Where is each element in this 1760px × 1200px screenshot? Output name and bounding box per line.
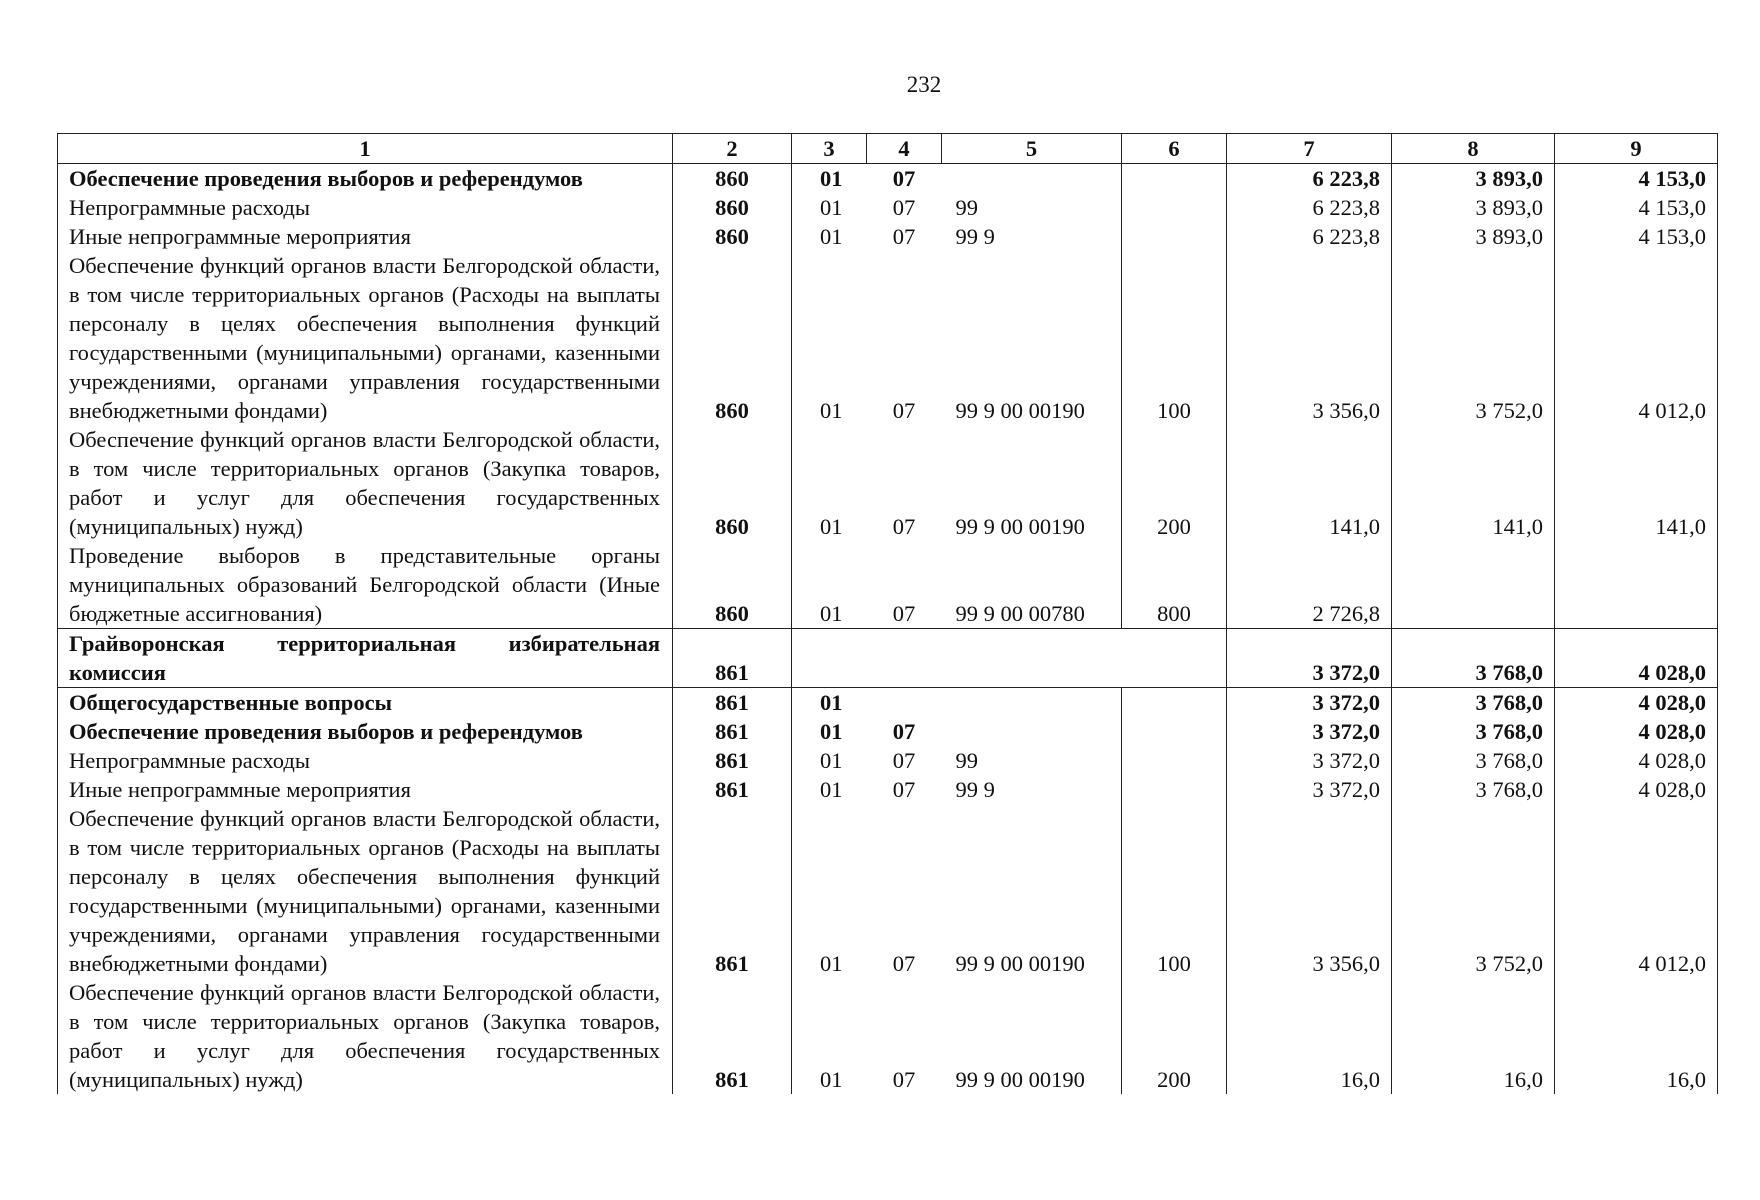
- target-article-cell: 99 9 00 00190: [955, 398, 1085, 423]
- amount-col8-cell: 141,0: [1392, 425, 1555, 541]
- table-row: [58, 164, 1718, 194]
- column-header: 4: [867, 134, 942, 164]
- subsection-code-cell: 07: [892, 951, 916, 976]
- subsection-code-cell: [867, 629, 942, 688]
- target-article-cell: [942, 164, 1122, 194]
- amount-col7-cell: 3 372,0: [1227, 746, 1392, 775]
- amount-col9-cell: 4 028,0: [1555, 775, 1718, 804]
- section-code-cell: 01: [792, 541, 867, 629]
- amount-col7-cell: 6 223,8: [1227, 222, 1392, 251]
- section-code-cell: 01: [792, 746, 867, 775]
- row-name-cell: Иные непрограммные мероприятия: [58, 775, 673, 804]
- amount-col9-cell: 4 153,0: [1555, 193, 1718, 222]
- row-name-cell: Проведение выборов в представительные органы муниципальных образований Белгородской области (Иные бюджетные ассигнования): [58, 541, 673, 629]
- subsection-code-cell: 07: [892, 166, 916, 191]
- table-row: [58, 629, 1718, 688]
- target-article-cell: [942, 688, 1122, 718]
- column-header: 5: [942, 134, 1122, 164]
- target-article-cell: 99: [955, 748, 978, 773]
- row-name-cell: Непрограммные расходы: [58, 193, 673, 222]
- section-code-cell: 01: [792, 978, 867, 1094]
- row-name-cell: Непрограммные расходы: [58, 746, 673, 775]
- expense-type-cell: [1122, 746, 1227, 775]
- section-code-cell: 01: [792, 425, 867, 541]
- amount-col8-cell: 3 752,0: [1392, 804, 1555, 978]
- amount-col9-cell: 141,0: [1555, 425, 1718, 541]
- expense-type-cell: [1122, 193, 1227, 222]
- row-name-cell: Обеспечение проведения выборов и референдумов: [58, 164, 673, 194]
- subsection-code-cell: 07: [892, 601, 916, 626]
- expense-type-cell: [1122, 222, 1227, 251]
- expense-type-cell: [1122, 164, 1227, 194]
- column-header: 9: [1555, 134, 1718, 164]
- grbs-code-cell: 860: [673, 193, 792, 222]
- amount-col9-cell: 16,0: [1555, 978, 1718, 1094]
- expense-type-cell: [1122, 775, 1227, 804]
- amount-col7-cell: 3 372,0: [1227, 688, 1392, 718]
- amount-col7-cell: 3 372,0: [1227, 629, 1392, 688]
- row-name-cell: Обеспечение функций органов власти Белгородской области, в том числе территориальных органов (Закупка товаров, работ и услуг для обеспечения государственных (муниципальных) нужд): [58, 978, 673, 1094]
- expense-type-cell: 100: [1122, 251, 1227, 425]
- page-number: 232: [906, 72, 942, 97]
- target-article-cell: 99 9: [955, 224, 995, 249]
- table-row: [58, 775, 1718, 804]
- amount-col8-cell: 3 768,0: [1392, 688, 1555, 718]
- target-article-cell: 99 9 00 00190: [955, 1067, 1085, 1092]
- row-name-cell: Обеспечение функций органов власти Белгородской области, в том числе территориальных органов (Закупка товаров, работ и услуг для обеспечения государственных (муниципальных) нужд): [58, 425, 673, 541]
- column-header: 3: [792, 134, 867, 164]
- target-article-cell: 99: [955, 195, 978, 220]
- table-row: [58, 804, 1718, 978]
- amount-col9-cell: 4 153,0: [1555, 222, 1718, 251]
- amount-col8-cell: 16,0: [1392, 978, 1555, 1094]
- amount-col9-cell: 4 028,0: [1555, 717, 1718, 746]
- table-row: [58, 193, 1718, 222]
- subsection-code-cell: 07: [892, 748, 916, 773]
- grbs-code-cell: 861: [673, 717, 792, 746]
- expense-type-cell: 800: [1122, 541, 1227, 629]
- section-code-cell: 01: [792, 804, 867, 978]
- target-article-cell: 99 9 00 00190: [955, 951, 1085, 976]
- expense-type-cell: 100: [1122, 804, 1227, 978]
- grbs-code-cell: 861: [673, 775, 792, 804]
- amount-col7-cell: 3 356,0: [1227, 804, 1392, 978]
- target-article-cell: 99 9: [955, 777, 995, 802]
- section-code-cell: 01: [792, 251, 867, 425]
- column-header: 2: [673, 134, 792, 164]
- row-name-cell: Общегосударственные вопросы: [58, 688, 673, 718]
- amount-col9-cell: [1555, 541, 1718, 629]
- budget-table: [57, 133, 1718, 1094]
- section-code-cell: 01: [792, 688, 867, 718]
- amount-col8-cell: 3 893,0: [1392, 193, 1555, 222]
- target-article-cell: 99 9 00 00780: [955, 601, 1085, 626]
- grbs-code-cell: 861: [673, 688, 792, 718]
- grbs-code-cell: 860: [673, 425, 792, 541]
- table-row: [58, 222, 1718, 251]
- expense-type-cell: [1122, 629, 1227, 688]
- table-row: [58, 251, 1718, 425]
- amount-col9-cell: 4 012,0: [1555, 251, 1718, 425]
- subsection-code-cell: 07: [892, 398, 916, 423]
- section-code-cell: 01: [792, 717, 867, 746]
- grbs-code-cell: 860: [673, 222, 792, 251]
- amount-col9-cell: 4 028,0: [1555, 629, 1718, 688]
- table-row: [58, 688, 1718, 718]
- amount-col9-cell: 4 153,0: [1555, 164, 1718, 194]
- expense-type-cell: [1122, 688, 1227, 718]
- amount-col8-cell: 3 893,0: [1392, 222, 1555, 251]
- row-name-cell: Иные непрограммные мероприятия: [58, 222, 673, 251]
- amount-col9-cell: 4 012,0: [1555, 804, 1718, 978]
- subsection-code-cell: 07: [892, 195, 916, 220]
- subsection-code-cell: 07: [892, 719, 916, 744]
- grbs-code-cell: 860: [673, 251, 792, 425]
- table-row: [58, 425, 1718, 541]
- target-article-cell: [942, 717, 1122, 746]
- column-header: 7: [1227, 134, 1392, 164]
- grbs-code-cell: 861: [673, 978, 792, 1094]
- amount-col8-cell: 3 768,0: [1392, 629, 1555, 688]
- budget-table-container: [57, 133, 1717, 1094]
- expense-type-cell: 200: [1122, 978, 1227, 1094]
- table-row: [58, 717, 1718, 746]
- amount-col7-cell: 3 372,0: [1227, 717, 1392, 746]
- amount-col8-cell: 3 893,0: [1392, 164, 1555, 194]
- grbs-code-cell: 861: [673, 804, 792, 978]
- grbs-code-cell: 861: [673, 629, 792, 688]
- grbs-code-cell: 860: [673, 541, 792, 629]
- column-header: 1: [58, 134, 673, 164]
- target-article-cell: 99 9 00 00190: [955, 514, 1085, 539]
- amount-col8-cell: 3 752,0: [1392, 251, 1555, 425]
- section-code-cell: 01: [792, 193, 867, 222]
- target-article-cell: [942, 629, 1122, 688]
- section-code-cell: 01: [792, 222, 867, 251]
- section-code-cell: 01: [792, 164, 867, 194]
- section-code-cell: [792, 629, 867, 688]
- amount-col7-cell: 16,0: [1227, 978, 1392, 1094]
- amount-col7-cell: 6 223,8: [1227, 164, 1392, 194]
- grbs-code-cell: 860: [673, 164, 792, 194]
- amount-col7-cell: 2 726,8: [1227, 541, 1392, 629]
- column-header: 8: [1392, 134, 1555, 164]
- table-body: [58, 164, 1718, 1095]
- expense-type-cell: [1122, 717, 1227, 746]
- subsection-code-cell: [867, 688, 942, 718]
- amount-col8-cell: 3 768,0: [1392, 717, 1555, 746]
- table-header-row: [58, 134, 1718, 164]
- amount-col8-cell: 3 768,0: [1392, 775, 1555, 804]
- row-name-cell: Обеспечение проведения выборов и референдумов: [58, 717, 673, 746]
- amount-col7-cell: 3 372,0: [1227, 775, 1392, 804]
- amount-col8-cell: [1392, 541, 1555, 629]
- table-row: [58, 746, 1718, 775]
- subsection-code-cell: 07: [892, 1067, 916, 1092]
- subsection-code-cell: 07: [892, 514, 916, 539]
- row-name-cell: Обеспечение функций органов власти Белгородской области, в том числе территориальных органов (Расходы на выплаты персоналу в целях обеспечения выполнения функций государственными (муниципальными) органами, казенными учреждениями, органами управления государственными внебюджетными фондами): [58, 804, 673, 978]
- column-header: 6: [1122, 134, 1227, 164]
- table-row: [58, 978, 1718, 1094]
- expense-type-cell: 200: [1122, 425, 1227, 541]
- amount-col9-cell: 4 028,0: [1555, 746, 1718, 775]
- amount-col7-cell: 6 223,8: [1227, 193, 1392, 222]
- section-code-cell: 01: [792, 775, 867, 804]
- amount-col8-cell: 3 768,0: [1392, 746, 1555, 775]
- row-name-cell: Обеспечение функций органов власти Белгородской области, в том числе территориальных органов (Расходы на выплаты персоналу в целях обеспечения выполнения функций государственными (муниципальными) органами, казенными учреждениями, органами управления государственными внебюджетными фондами): [58, 251, 673, 425]
- subsection-code-cell: 07: [892, 224, 916, 249]
- table-row: [58, 541, 1718, 629]
- amount-col7-cell: 3 356,0: [1227, 251, 1392, 425]
- amount-col9-cell: 4 028,0: [1555, 688, 1718, 718]
- amount-col7-cell: 141,0: [1227, 425, 1392, 541]
- subsection-code-cell: 07: [892, 777, 916, 802]
- grbs-code-cell: 861: [673, 746, 792, 775]
- row-name-cell: Грайворонская территориальная избирательная комиссия: [58, 629, 673, 688]
